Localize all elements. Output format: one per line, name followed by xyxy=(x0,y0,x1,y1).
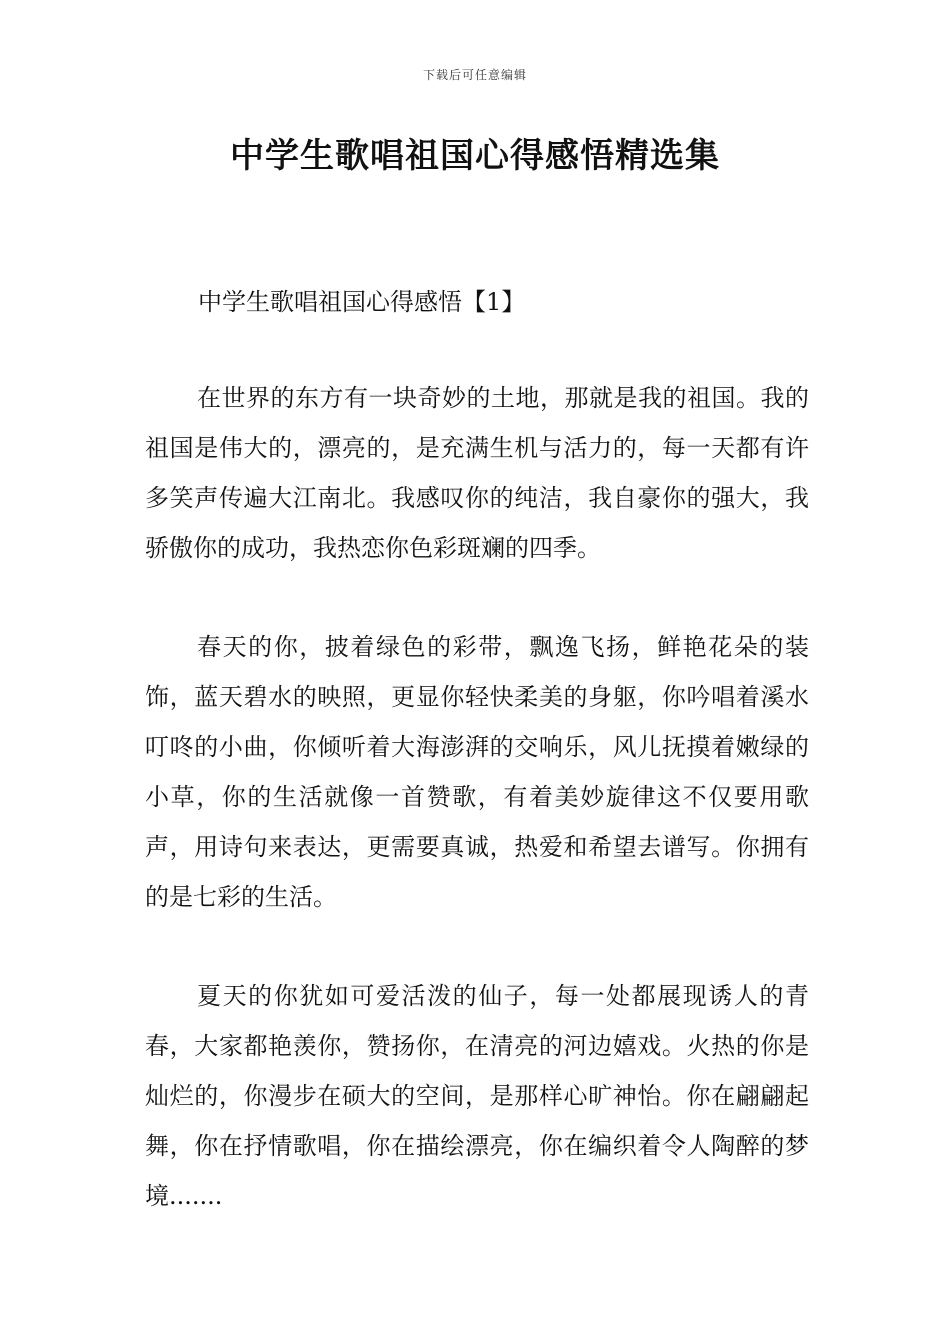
header-note: 下载后可任意编辑 xyxy=(422,68,527,82)
paragraph-3: 夏天的你犹如可爱活泼的仙子，每一处都展现诱人的青春，大家都艳羡你，赞扬你，在清亮的河边嬉戏。火热的你是灿烂的，你漫步在硕大的空间，是那样心旷神怡。你在翩翩起舞，你在抒情歌唱，你在描绘漂亮，你在编织着令人陶醉的梦境....... xyxy=(145,982,809,1210)
document-title: 中学生歌唱祖国心得感悟精选集 xyxy=(230,136,720,176)
paragraph-2: 春天的你，披着绿色的彩带，飘逸飞扬，鲜艳花朵的装饰，蓝天碧水的映照，更显你轻快柔美的身躯，你吟唱着溪水叮咚的小曲，你倾听着大海澎湃的交响乐，风儿抚摸着嫩绿的小草，你的生活就像一首赞歌，有着美妙旋律这不仅要用歌声，用诗句来表达，更需要真诚，热爱和希望去谱写。你拥有的是七彩的生活。 xyxy=(145,633,809,911)
section-heading: 中学生歌唱祖国心得感悟【1】 xyxy=(198,288,526,316)
paragraph-1: 在世界的东方有一块奇妙的土地，那就是我的祖国。我的祖国是伟大的，漂亮的，是充满生机与活力的，每一天都有许多笑声传遍大江南北。我感叹你的纯洁，我自豪你的强大，我骄傲你的成功，我热恋你色彩斑斓的四季。 xyxy=(145,384,809,562)
